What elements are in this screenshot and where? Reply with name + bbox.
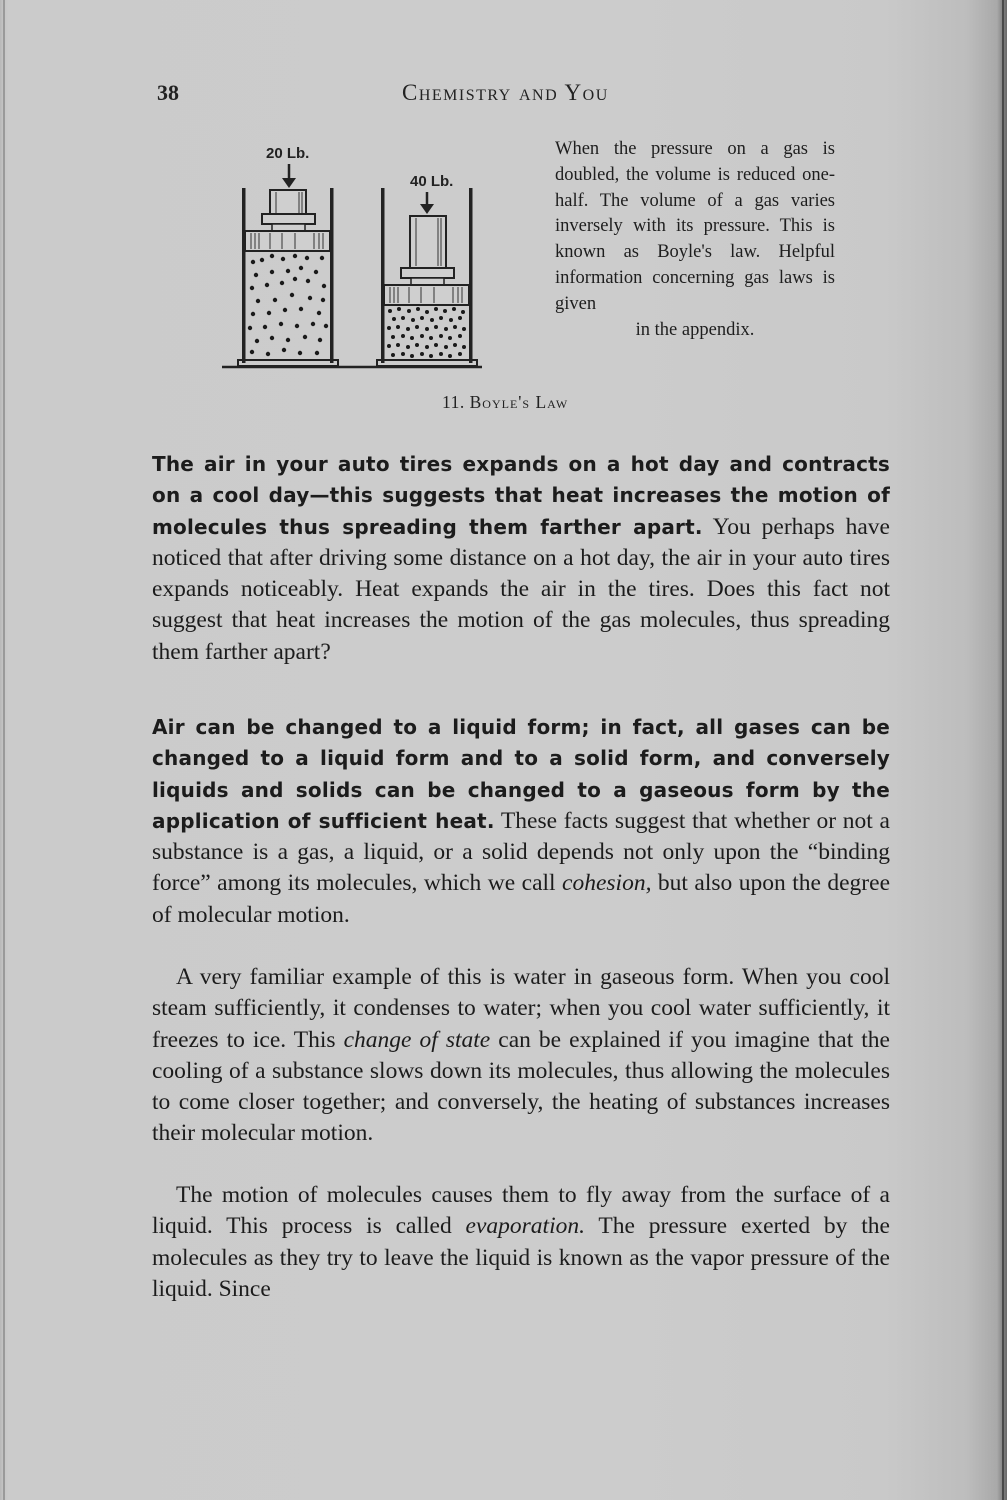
paragraph-lead-heading: Air can be changed to a liquid form; in fact, all gases can be changed to a liquid form and to a solid form, and conversely liquids and solids can be changed to a gaseous form by the application of sufficient heat.	[152, 715, 890, 833]
paragraph-evaporation	[152, 1180, 890, 1305]
cylinder-right	[377, 188, 477, 366]
page-right-edge	[1002, 0, 1004, 1500]
figure-side-note	[555, 137, 835, 343]
paragraph-body: The motion of molecules causes them to fly away from the surface of a liquid. This process is called	[152, 1182, 890, 1240]
figure-note-text: When the pressure on a gas is doubled, the volume is reduced one-half. The volume of a gas varies inversely with its pressure. This is known as Boyle's law. Helpful information concerning gas laws is given	[555, 139, 835, 314]
paragraph-lead-heading: The air in your auto tires expands on a hot day and contracts on a cool day—this suggests that heat increases the motion of molecules thus spreading them farther apart.	[152, 452, 890, 539]
running-title: Chemistry and You	[402, 80, 609, 105]
label-40lb: 40 Lb.	[410, 173, 454, 190]
figure-caption	[442, 392, 568, 413]
page-left-edge	[3, 0, 5, 1500]
paragraph-tires	[152, 449, 890, 668]
figure-number: 11.	[442, 392, 465, 412]
paragraph-body-cont: but also upon the degree of molecular motion.	[152, 870, 890, 928]
italic-term-cohesion: cohesion,	[562, 870, 652, 897]
italic-term-evaporation: evaporation.	[465, 1213, 585, 1240]
figure-note-last-line: in the appendix.	[635, 319, 755, 340]
label-20lb: 20 Lb.	[266, 145, 310, 162]
paragraph-body: These facts suggest that whether or not a substance is a gas, a liquid, or a solid depends not only upon the “binding force” among its molecules, which we call	[152, 807, 890, 897]
piston-cylinders-illustration	[222, 138, 497, 373]
cylinder-left	[238, 164, 338, 366]
paragraph-body: You perhaps have noticed that after driving some distance on a hot day, the air in your auto tires expands noticeably. Heat expands the air in the tires. Does this fact not suggest that heat increases the motion of the gas molecules, thus spreading them farther apart?	[152, 513, 890, 665]
italic-term-change-of-state: change of state	[343, 1026, 491, 1053]
gas-molecules-left	[248, 254, 328, 356]
boyles-law-figure	[222, 138, 497, 373]
paragraph-liquid-form	[152, 712, 890, 931]
paragraph-water-example	[152, 962, 890, 1150]
paragraph-body-cont: The pressure exerted by the molecules as they try to leave the liquid is known as the vapor pressure of the liquid. Since	[152, 1213, 890, 1302]
figure-title: Boyle's Law	[469, 392, 569, 412]
page-number: 38	[157, 80, 179, 105]
paragraph-body: A very familiar example of this is water in gaseous form. When you cool steam sufficiently, it condenses to water; when you cool water sufficiently, it freezes to ice. This	[152, 964, 890, 1053]
paragraph-body-cont: can be explained if you imagine that the cooling of a substance slows down its molecules, thus allowing the molecules to come closer together; and conversely, the heating of substances increases their molecular motion.	[152, 1026, 890, 1147]
page-header	[157, 80, 897, 110]
gas-molecules-right	[387, 307, 466, 358]
